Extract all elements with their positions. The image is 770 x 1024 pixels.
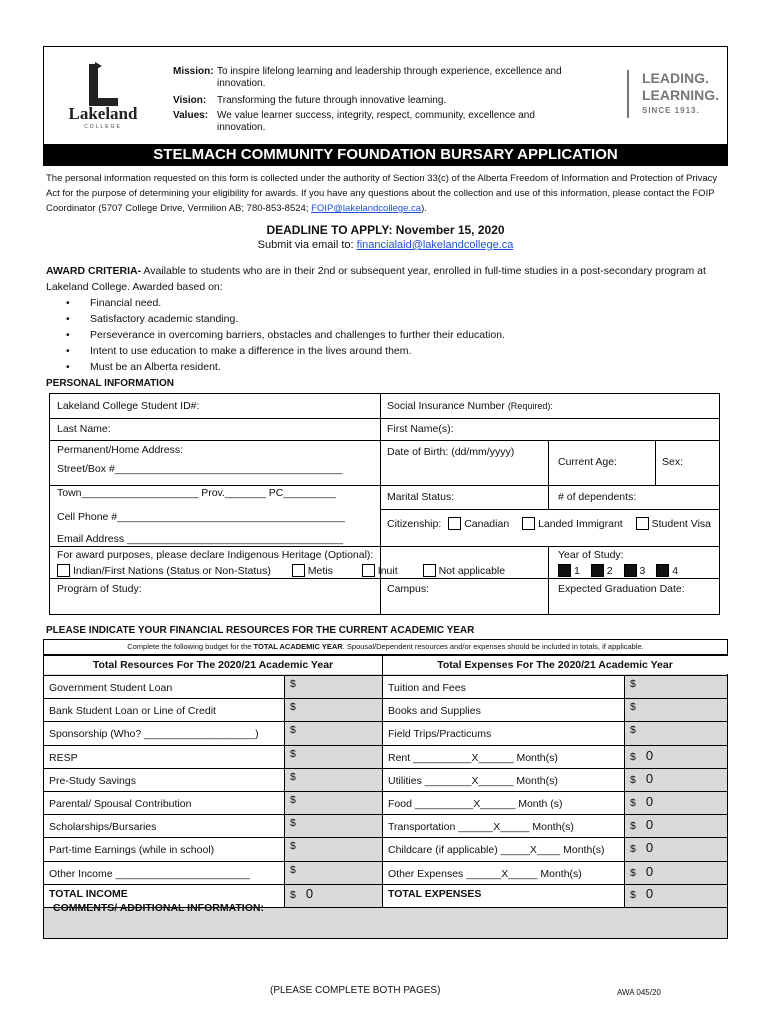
list-item: • Must be an Alberta resident.: [66, 359, 726, 375]
expense-amount-field[interactable]: $ 0: [630, 794, 654, 809]
campus-field[interactable]: Campus:: [387, 583, 430, 595]
privacy-text: The personal information requested on this form is collected under the authority of Section 33(c) of the Alberta Freedom of Information and Protection of Privacy Act for the purpose of determining your eligibility for awards. If you have any questions about the collection and use of this information, please contact the FOIP Coordinator (5707 College Drive, Vermilion AB; 780-853-8524;: [46, 173, 718, 214]
lakeland-l-icon: [62, 60, 144, 108]
financial-heading: PLEASE INDICATE YOUR FINANCIAL RESOURCES FOR THE CURRENT ACADEMIC YEAR: [46, 625, 475, 636]
expense-amount-field[interactable]: $ 0: [630, 747, 654, 763]
form-code: AWA 045/20: [617, 988, 661, 997]
resource-label: Pre-Study Savings: [49, 774, 136, 787]
expense-label: Food __________X______ Month (s): [388, 798, 563, 810]
canadian-checkbox[interactable]: [448, 517, 461, 530]
expense-label: Field Trips/Practicums: [388, 728, 492, 741]
last-name-field[interactable]: Last Name:: [57, 423, 111, 435]
student-id-field[interactable]: Lakeland College Student ID#:: [57, 400, 200, 412]
first-name-field[interactable]: First Name(s):: [387, 423, 454, 435]
resource-amount-field[interactable]: $: [290, 724, 296, 737]
expense-amount-field[interactable]: $ 0: [630, 817, 654, 833]
expenses-header: Total Expenses For The 2020/21 Academic Year: [382, 656, 728, 674]
logo-wordmark: Lakeland: [68, 104, 138, 123]
year-3-checkbox[interactable]: [624, 564, 637, 577]
year-3-label: 3: [639, 565, 646, 577]
year-of-study-label: Year of Study:: [558, 549, 624, 561]
list-item: • Satisfactory academic standing.: [66, 311, 726, 327]
indigenous-options: [57, 564, 505, 577]
total-income-label: TOTAL INCOME: [49, 887, 128, 900]
sin-field[interactable]: [387, 400, 553, 412]
sin-required: (Required):: [507, 401, 553, 411]
vision-label: Vision:: [173, 95, 207, 106]
expense-label: Tuition and Fees: [388, 682, 466, 694]
expense-amount-field[interactable]: $: [630, 701, 636, 714]
financial-aid-email-link[interactable]: financialaid@lakelandcollege.ca: [356, 239, 514, 251]
address-label: Permanent/Home Address:: [57, 444, 184, 456]
list-item: • Financial need.: [66, 295, 726, 311]
inuit-label: Inuit: [377, 565, 398, 577]
expense-label: Childcare (if applicable) _____X____ Month(s): [388, 844, 605, 857]
dependents-field[interactable]: # of dependents:: [558, 491, 637, 503]
resource-amount-field[interactable]: $: [290, 747, 296, 760]
dob-field[interactable]: Date of Birth: (dd/mm/yyyy): [387, 446, 515, 458]
budget-note-a: Complete the following budget for the: [127, 642, 254, 651]
award-criteria: [46, 263, 726, 375]
expense-label: Utilities ________X______ Month(s): [388, 774, 558, 787]
expense-amount-field[interactable]: $ 0: [630, 840, 654, 856]
foip-email-link[interactable]: FOIP@lakelandcollege.ca: [311, 203, 422, 214]
vision-text: Transforming the future through innovative learning.: [217, 95, 447, 106]
tagline-since: SINCE 1913.: [642, 106, 700, 115]
town-field[interactable]: Town____________________ Prov._______ PC_________: [57, 487, 336, 499]
submit-text: Submit via email to:: [257, 239, 357, 251]
indian-checkbox[interactable]: [57, 564, 70, 577]
age-field[interactable]: Current Age:: [558, 456, 617, 468]
program-field[interactable]: Program of Study:: [57, 583, 142, 595]
expense-label: Books and Supplies: [388, 705, 481, 718]
citizenship-label: Citizenship:: [387, 518, 442, 530]
resource-amount-field[interactable]: $: [290, 770, 296, 783]
mission-label: Mission:: [173, 66, 214, 77]
comments-label: COMMENTS/ ADDITIONAL INFORMATION:: [53, 902, 264, 914]
tagline-leading: LEADING.: [642, 70, 709, 86]
resources-header: Total Resources For The 2020/21 Academic Year: [44, 656, 382, 674]
graduation-date-field[interactable]: Expected Graduation Date:: [558, 583, 685, 595]
personal-info-table: [49, 393, 720, 615]
marital-status-field[interactable]: Marital Status:: [387, 491, 455, 503]
submit-line: [43, 239, 728, 251]
sex-field[interactable]: Sex:: [662, 456, 684, 468]
resource-amount-field[interactable]: $: [290, 863, 296, 876]
landed-immigrant-checkbox[interactable]: [522, 517, 535, 530]
expense-amount-field[interactable]: $: [630, 724, 636, 737]
expense-amount-field[interactable]: $ 0: [630, 863, 654, 879]
mission-text: To inspire lifelong learning and leadership through experience, excellence and innovation.: [217, 66, 562, 89]
email-field[interactable]: Email Address _____________________________________: [57, 533, 344, 545]
privacy-notice: [46, 171, 726, 216]
year-2-label: 2: [606, 565, 613, 577]
expense-label: Other Expenses ______X_____ Month(s): [388, 867, 582, 880]
values-text: We value learner success, integrity, respect, community, excellence and innovation.: [217, 110, 535, 133]
resource-label: Parental/ Spousal Contribution: [49, 798, 192, 810]
budget-note-c: . Spousal/Dependent resources and/or expenses should be included in totals, if applicable.: [342, 642, 644, 651]
year-4-checkbox[interactable]: [656, 564, 669, 577]
resource-label: Sponsorship (Who? ___________________): [49, 728, 259, 741]
not-applicable-checkbox[interactable]: [423, 564, 436, 577]
year-options: [558, 564, 678, 577]
tagline-divider: [627, 70, 629, 118]
budget-note-b: TOTAL ACADEMIC YEAR: [253, 642, 343, 651]
expense-label: Rent __________X______ Month(s): [388, 751, 558, 764]
award-heading: AWARD CRITERIA-: [46, 265, 142, 277]
resource-label: Scholarships/Bursaries: [49, 821, 157, 834]
expense-amount-field[interactable]: $: [630, 678, 636, 690]
metis-checkbox[interactable]: [292, 564, 305, 577]
resource-label: Part-time Earnings (while in school): [49, 844, 215, 857]
footer-note: (PLEASE COMPLETE BOTH PAGES): [270, 985, 441, 996]
form-title: STELMACH COMMUNITY FOUNDATION BURSARY APPLICATION: [43, 144, 728, 166]
resource-amount-field[interactable]: $: [290, 817, 296, 830]
cell-phone-field[interactable]: Cell Phone #_______________________________________: [57, 511, 345, 523]
resource-amount-field[interactable]: $: [290, 840, 296, 853]
mission-block: [173, 66, 583, 139]
personal-info-heading: PERSONAL INFORMATION: [46, 378, 174, 389]
tagline: [642, 70, 722, 117]
resource-amount-field[interactable]: $: [290, 794, 296, 806]
expense-label: Transportation ______X_____ Month(s): [388, 821, 574, 834]
list-item: • Intent to use education to make a difference in the lives around them.: [66, 343, 726, 359]
deadline: DEADLINE TO APPLY: November 15, 2020: [266, 223, 505, 237]
values-label: Values:: [173, 110, 209, 121]
list-item: • Perseverance in overcoming barriers, obstacles and challenges to further their education.: [66, 327, 726, 343]
resource-label: RESP: [49, 751, 78, 764]
sin-label: Social Insurance Number: [387, 400, 508, 412]
citizenship-row: [387, 517, 711, 530]
expense-amount-field[interactable]: $ 0: [630, 770, 654, 786]
canadian-label: Canadian: [464, 518, 510, 530]
award-text: Available to students who are in their 2nd or subsequent year, enrolled in full-time studies in a post-secondary program at Lakeland College. Awarded based on:: [46, 265, 706, 293]
financial-table: [43, 655, 728, 939]
student-visa-label: Student Visa: [651, 518, 711, 530]
criteria-list: [66, 295, 726, 375]
year-1-label: 1: [574, 565, 580, 577]
total-expenses-label: TOTAL EXPENSES: [388, 887, 482, 900]
indigenous-label: For award purposes, please declare Indigenous Heritage (Optional):: [57, 549, 374, 561]
total-income-value: $ 0: [290, 885, 314, 901]
landed-immigrant-label: Landed Immigrant: [538, 518, 623, 530]
street-field[interactable]: Street/Box #_______________________________________: [57, 463, 343, 475]
tagline-learning: LEARNING.: [642, 87, 719, 103]
indian-label: Indian/First Nations (Status or Non-Status): [73, 565, 271, 577]
college-logo: [62, 60, 144, 130]
metis-label: Metis: [307, 565, 333, 577]
privacy-end: ).: [421, 203, 427, 214]
inuit-checkbox[interactable]: [362, 564, 375, 577]
year-1-checkbox[interactable]: [558, 564, 571, 577]
resource-label: Bank Student Loan or Line of Credit: [49, 705, 216, 718]
budget-instructions: [43, 639, 728, 655]
resource-amount-field[interactable]: $: [290, 678, 296, 690]
resource-label: Other Income _______________________: [49, 867, 250, 880]
total-expenses-value: $ 0: [630, 885, 654, 901]
year-2-checkbox[interactable]: [591, 564, 604, 577]
resource-label: Government Student Loan: [49, 682, 173, 694]
year-4-label: 4: [672, 565, 679, 577]
resource-amount-field[interactable]: $: [290, 701, 296, 714]
not-applicable-label: Not applicable: [438, 565, 506, 577]
logo-college: COLLEGE: [84, 124, 122, 130]
student-visa-checkbox[interactable]: [636, 517, 649, 530]
